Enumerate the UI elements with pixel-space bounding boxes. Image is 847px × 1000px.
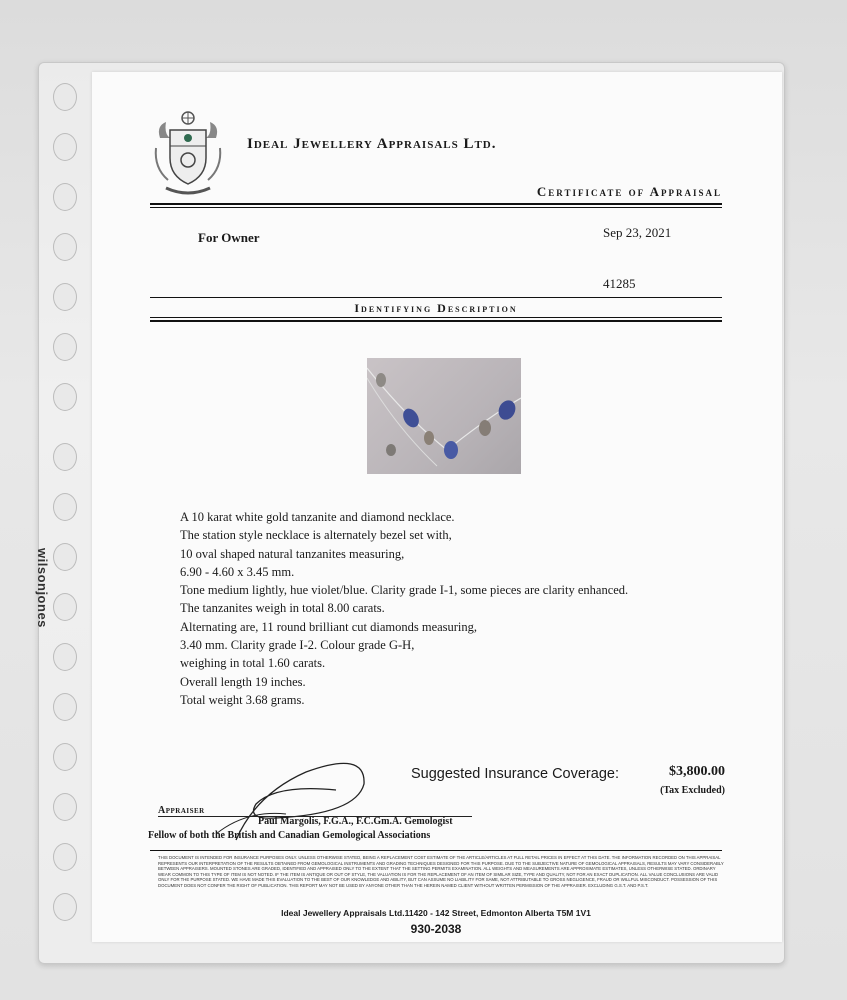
punch-hole [53,233,77,261]
appraisal-certificate [92,72,782,942]
divider [150,850,722,851]
divider [150,297,722,298]
divider [150,207,722,208]
punch-hole [53,843,77,871]
punch-hole [53,493,77,521]
description-line: The tanzanites weigh in total 8.00 carats. [180,601,385,616]
appraiser-name: Paul Margolis, F.G.A., F.C.Gm.A. Gemologist [258,816,453,827]
tax-note: (Tax Excluded) [660,785,725,796]
description-line: A 10 karat white gold tanzanite and diamond necklace. [180,510,455,524]
description-line: Total weight 3.68 grams. [180,692,305,707]
coat-of-arms-logo [152,108,224,198]
disclaimer-fine-print: THIS DOCUMENT IS INTENDED FOR INSURANCE PURPOSES ONLY. UNLESS OTHERWISE STATED, BEING A REPLACEMENT COST ESTIMATE OF THE ARTICLE/ARTICLES AT FULL RETAIL PRICES IN EFFECT AT THIS DATE. THE INFORMATION RECORDED ON THIS APPRAISAL REPRESENTS OUR INTERPRETATION OF THE RESULTS OBTAINED FROM GEMOLOGICAL INSTRUMENTS AND GRADING TECHNIQUES DESIGNED FOR THIS PURPOSE. DUE TO THE SUBJECTIVE NATURE OF GEMOLOGICAL APPRAISALS, RESULTS MAY VARY CONSIDERABLY BETWEEN APPRAISERS. MOUNTED STONES ARE GRADED, IDENTIFIED AND APPRAISED ONLY TO THE EXTENT THAT THE SETTING PERMITS EXAMINATION. ALL WEIGHTS AND MEASUREMENTS ARE APPROXIMATE ESTIMATES, UNLESS OTHERWISE STATED. ORDINARY WEAR COMMON TO THIS TYPE OF ITEM IS NOT NOTED. IF THE ITEM IS ANTIQUE OR OUT OF STYLE, THE VALUATION IS FOR THE REPLACEMENT OF AN ITEM OF SIMILAR SIZE, TYPE AND QUALITY, NOT FOR AN EXACT DUPLICATION. ALL VALUE CONCLUSIONS ARE VALID ONLY FOR THE PURPOSE STATED. WE HAVE MADE THIS EVALUATION TO THE BEST OF OUR KNOWLEDGE AND ABILITY, BUT CAN ASSUME NO LIABILITY FOR SAME, NOT ATTRIBUTABLE TO GROSS NEGLIGENCE, FRAUD OR WILLFUL MISCONDUCT. POSSESSION OF THIS DOCUMENT DOES NOT CONFER THE RIGHT OF PUBLICATION. THIS REPORT MAY NOT BE USED BY ANYONE OTHER THAN THE HEREIN NAMED CLIENT WITHOUT WRITTEN PERMISSION OF THE APPRAISER. EXCLUDING G.S.T. AND P.S.T. [158,855,724,888]
description-line: 6.90 - 4.60 x 3.45 mm. [180,564,295,579]
punch-hole [53,543,77,571]
sleeve-brand-watermark: wilsonjones [35,548,50,628]
description-line: Tone medium lightly, hue violet/blue. Clarity grade I-1, some pieces are clarity enhanced. [180,583,629,598]
necklace-photo [367,358,521,474]
description-line: 10 oval shaped natural tanzanites measuring, [180,546,405,561]
footer-phone: 930-2038 [410,922,462,936]
appraisal-date: Sep 23, 2021 [603,225,672,240]
section-title: Identifying Description [354,301,518,315]
description-line: 3.40 mm. Clarity grade I-2. Colour grade G-H, [180,638,415,653]
punch-hole [53,333,77,361]
insurance-coverage-label: Suggested Insurance Coverage: [411,766,619,782]
item-description [180,508,628,709]
description-line: weighing in total 1.60 carats. [180,656,326,671]
punch-hole [53,133,77,161]
company-name: Ideal Jewellery Appraisals Ltd. [247,136,497,152]
footer-address: Ideal Jewellery Appraisals Ltd.11420 - 142 Street, Edmonton Alberta T5M 1V1 [281,908,591,918]
divider [150,320,722,322]
appraisal-number: 41285 [603,276,636,291]
punch-hole [53,893,77,921]
for-owner-label: For Owner [198,230,260,245]
punch-hole [53,743,77,771]
divider [150,203,722,205]
insurance-coverage-value: $3,800.00 [669,764,725,779]
punch-hole [53,443,77,471]
description-line: Overall length 19 inches. [180,674,306,689]
punch-hole [53,593,77,621]
punch-hole [53,793,77,821]
description-line: Alternating are, 11 round brilliant cut diamonds measuring, [180,619,478,634]
description-line: The station style necklace is alternately bezel set with, [180,528,452,543]
punch-hole [53,693,77,721]
punch-hole [53,83,77,111]
punch-hole [53,183,77,211]
appraiser-label: Appraiser [158,805,205,816]
punch-hole [53,643,77,671]
punch-hole [53,283,77,311]
certificate-title: Certificate of Appraisal [536,184,722,199]
divider [150,317,722,318]
punch-hole [53,383,77,411]
appraiser-fellowship: Fellow of both the British and Canadian Gemological Associations [148,830,431,841]
